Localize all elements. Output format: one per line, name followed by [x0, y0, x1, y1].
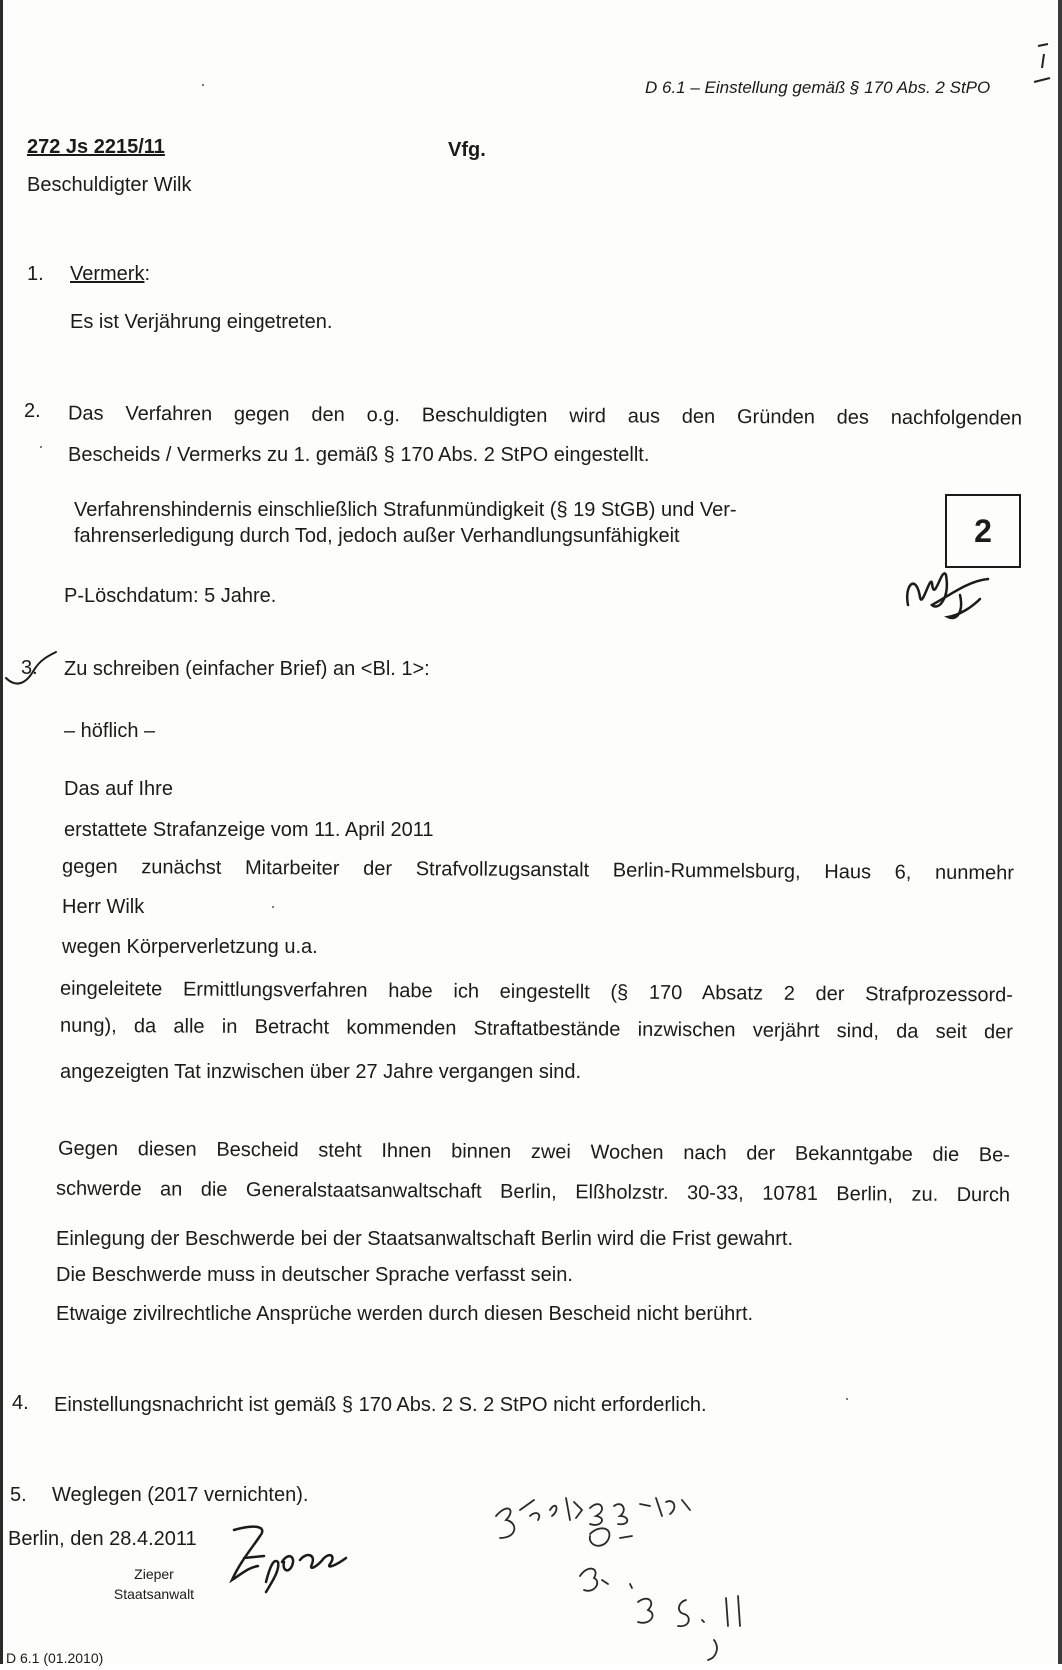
loeschdatum: P-Löschdatum: 5 Jahre. — [64, 585, 277, 607]
letter-line: angezeigten Tat inzwischen über 27 Jahre vergangen sind. — [60, 1061, 582, 1083]
item-1-text: Es ist Verjährung eingetreten. — [70, 311, 333, 333]
verfuegung-label: Vfg. — [448, 139, 486, 161]
remedy-line: schwerde an die Generalstaatsanwaltschaft Berlin, Elßholzstr. 30-33, 10781 Berlin, zu. Durch — [55, 1177, 1011, 1207]
scan-speck — [202, 84, 204, 86]
item-4-text: Einstellungsnachricht ist gemäß § 170 Abs. 2 S. 2 StPO nicht erforderlich. — [54, 1394, 707, 1416]
case-number: 272 Js 2215/11 — [27, 136, 165, 158]
letter-line: eingeleitete Ermittlungsverfahren habe ich eingestellt (§ 170 Absatz 2 der Strafprozessord- — [59, 977, 1014, 1007]
remedy-line: Die Beschwerde muss in deutscher Sprache verfasst sein. — [56, 1264, 573, 1286]
scan-speck — [272, 906, 274, 908]
letter-salutation: – höflich – — [64, 720, 156, 742]
item-5-number: 5. — [10, 1484, 27, 1506]
remedy-line: Gegen diesen Bescheid steht Ihnen binnen zwei Wochen nach der Bekanntgabe die Be- — [57, 1137, 1011, 1167]
item-1-heading — [70, 262, 150, 286]
item-1-number: 1. — [27, 263, 44, 285]
handwritten-notes — [490, 1480, 750, 1664]
handwritten-initials — [902, 555, 1002, 625]
form-reference: D 6.1 – Einstellung gemäß § 170 Abs. 2 StPO — [645, 78, 991, 97]
item-2-number: 2. — [24, 400, 41, 422]
item-1-colon: : — [144, 263, 151, 285]
accused-name: Beschuldigter Wilk — [27, 174, 192, 196]
letter-line: erstattete Strafanzeige vom 11. April 2011 — [64, 819, 434, 841]
letter-line: Das auf Ihre — [64, 778, 173, 800]
item-1-title: Vermerk — [70, 263, 145, 285]
signatory-name: Zieper — [134, 1566, 174, 1582]
place-date: Berlin, den 28.4.2011 — [8, 1528, 197, 1550]
item-4-number: 4. — [12, 1392, 29, 1414]
letter-line: gegen zunächst Mitarbeiter der Strafvollzugsanstalt Berlin-Rummelsburg, Haus 6, nunmehr — [61, 855, 1015, 885]
margin-mark-top-right — [1030, 40, 1060, 90]
item-2-reason-line-2: fahrenserledigung durch Tod, jedoch außer Verhandlungsunfähigkeit — [74, 525, 680, 547]
letter-line: nung), da alle in Betracht kommenden Straftatbestände inzwischen verjährt sind, da seit der — [59, 1014, 1014, 1044]
item-3-number: 3. — [21, 657, 38, 679]
remedy-line: Einlegung der Beschwerde bei der Staatsanwaltschaft Berlin wird die Frist gewahrt. — [56, 1228, 794, 1250]
item-5-text: Weglegen (2017 vernichten). — [52, 1484, 309, 1506]
remedy-line: Etwaige zivilrechtliche Ansprüche werden durch diesen Bescheid nicht berührt. — [56, 1303, 754, 1325]
item-3-heading: Zu schreiben (einfacher Brief) an <Bl. 1>: — [64, 658, 430, 680]
form-code: D 6.1 (01.2010) — [6, 1650, 104, 1666]
signatory-title: Staatsanwalt — [113, 1586, 195, 1602]
item-2-line-2: Bescheids / Vermerks zu 1. gemäß § 170 Abs. 2 StPO eingestellt. — [68, 444, 650, 466]
scan-edge-right — [1058, 0, 1062, 1664]
letter-line: Herr Wilk — [62, 896, 145, 918]
item-2-line-1: Das Verfahren gegen den o.g. Beschuldigten wird aus den Gründen des nachfolgenden — [67, 402, 1023, 430]
item-2-reason-line-1: Verfahrenshindernis einschließlich Strafunmündigkeit (§ 19 StGB) und Ver- — [74, 499, 737, 521]
scan-speck — [40, 446, 42, 448]
handwritten-signature — [226, 1522, 356, 1596]
letter-line: wegen Körperverletzung u.a. — [62, 936, 318, 958]
box-number: 2 — [974, 512, 992, 549]
scan-edge-left — [0, 0, 3, 1664]
scan-speck — [846, 1398, 848, 1400]
